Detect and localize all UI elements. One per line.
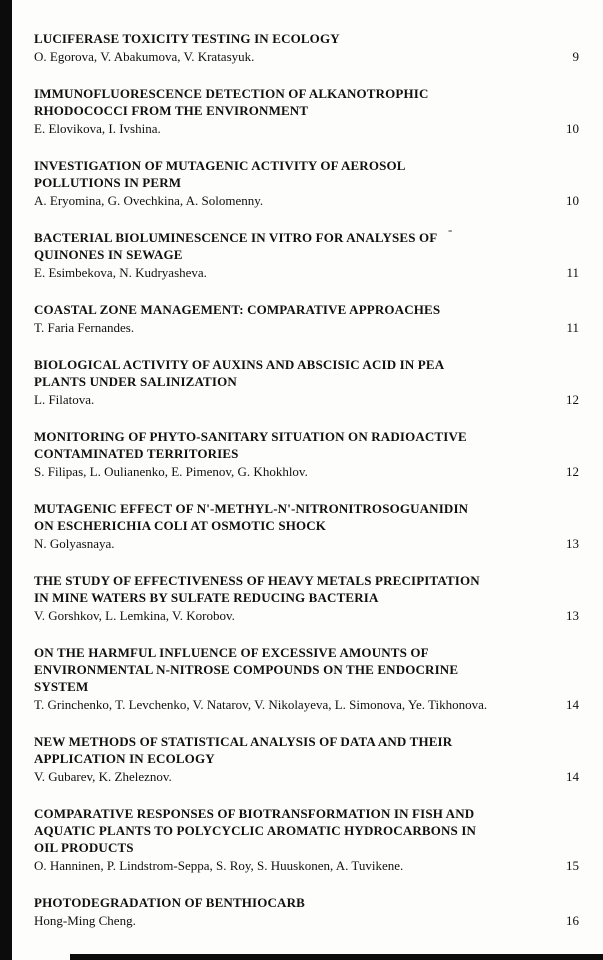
page-number: 10	[566, 121, 579, 136]
toc-entry	[34, 356, 579, 408]
page-number: 9	[572, 49, 579, 64]
entry-title: THE STUDY OF EFFECTIVENESS OF HEAVY METALS PRECIPITATION IN MINE WATERS BY SULFATE REDUCING BACTERIA	[34, 573, 480, 605]
toc-entry	[34, 572, 579, 624]
entry-authors: E. Elovikova, I. Ivshina.	[34, 121, 161, 136]
toc-entry	[34, 85, 579, 137]
page-number: 10	[566, 193, 579, 208]
entry-authors: N. Golyasnaya.	[34, 536, 115, 551]
page-number: 11	[566, 265, 579, 280]
entry-authors: T. Faria Fernandes.	[34, 320, 135, 335]
page-number: 11	[566, 320, 579, 335]
page-number: 14	[566, 769, 579, 784]
entry-authors: S. Filipas, L. Oulianenko, E. Pimenov, G. Khokhlov.	[34, 464, 308, 479]
page-number: 12	[566, 392, 579, 407]
entry-title: INVESTIGATION OF MUTAGENIC ACTIVITY OF AEROSOL POLLUTIONS IN PERM	[34, 158, 405, 190]
toc-entry	[34, 301, 579, 336]
toc-entry	[34, 500, 579, 552]
entry-authors: L. Filatova.	[34, 392, 95, 407]
toc-content	[34, 30, 579, 949]
toc-entry	[34, 733, 579, 785]
scan-edge-bottom	[70, 954, 603, 960]
toc-entry	[34, 894, 579, 929]
entry-title: MUTAGENIC EFFECT OF N'-METHYL-N'-NITRONITROSOGUANIDIN ON ESCHERICHIA COLI AT OSMOTIC SHOCK	[34, 501, 469, 533]
page-number: 13	[566, 536, 579, 551]
entry-authors: A. Eryomina, G. Ovechkina, A. Solomenny.	[34, 193, 264, 208]
entry-title: BACTERIAL BIOLUMINESCENCE IN VITRO FOR ANALYSES OF QUINONES IN SEWAGE	[34, 230, 437, 262]
entry-title: ON THE HARMFUL INFLUENCE OF EXCESSIVE AMOUNTS OF ENVIRONMENTAL N-NITROSE COMPOUNDS ON THE ENDOCRINE SYSTEM	[34, 645, 459, 694]
entry-authors: Hong-Ming Cheng.	[34, 913, 136, 928]
entry-title: COMPARATIVE RESPONSES OF BIOTRANSFORMATION IN FISH AND AQUATIC PLANTS TO POLYCYCLIC AROMATIC HYDROCARBONS IN OIL PRODUCTS	[34, 806, 477, 855]
page-number: 13	[566, 608, 579, 623]
toc-entry	[34, 229, 579, 281]
toc-entry	[34, 157, 579, 209]
entry-authors: V. Gorshkov, L. Lemkina, V. Korobov.	[34, 608, 235, 623]
entry-authors: O. Hanninen, P. Lindstrom-Seppa, S. Roy, S. Huuskonen, A. Tuvikene.	[34, 858, 404, 873]
toc-entry	[34, 428, 579, 480]
page-number: 14	[566, 697, 579, 712]
entry-title: NEW METHODS OF STATISTICAL ANALYSIS OF DATA AND THEIR APPLICATION IN ECOLOGY	[34, 734, 453, 766]
page-number: 15	[566, 858, 579, 873]
scan-edge-left	[0, 0, 12, 960]
entry-title: MONITORING OF PHYTO-SANITARY SITUATION ON RADIOACTIVE CONTAMINATED TERRITORIES	[34, 429, 467, 461]
entry-authors: E. Esimbekova, N. Kudryasheva.	[34, 265, 207, 280]
toc-entry	[34, 644, 579, 713]
entry-title: COASTAL ZONE MANAGEMENT: COMPARATIVE APPROACHES	[34, 302, 441, 317]
entry-title: IMMUNOFLUORESCENCE DETECTION OF ALKANOTROPHIC RHODOCOCCI FROM THE ENVIRONMENT	[34, 86, 429, 118]
scan-mark-dash: -	[448, 222, 453, 237]
entry-title: BIOLOGICAL ACTIVITY OF AUXINS AND ABSCISIC ACID IN PEA PLANTS UNDER SALINIZATION	[34, 357, 444, 389]
entry-title: PHOTODEGRADATION OF BENTHIOCARB	[34, 895, 305, 910]
toc-entry	[34, 805, 579, 874]
entry-authors: V. Gubarev, K. Zheleznov.	[34, 769, 172, 784]
page-number: 12	[566, 464, 579, 479]
entry-title: LUCIFERASE TOXICITY TESTING IN ECOLOGY	[34, 31, 340, 46]
page-number: 16	[566, 913, 579, 928]
entry-authors: T. Grinchenko, T. Levchenko, V. Natarov, V. Nikolayeva, L. Simonova, Ye. Tikhonova.	[34, 697, 488, 712]
toc-entry	[34, 30, 579, 65]
entry-authors: O. Egorova, V. Abakumova, V. Kratasyuk.	[34, 49, 255, 64]
